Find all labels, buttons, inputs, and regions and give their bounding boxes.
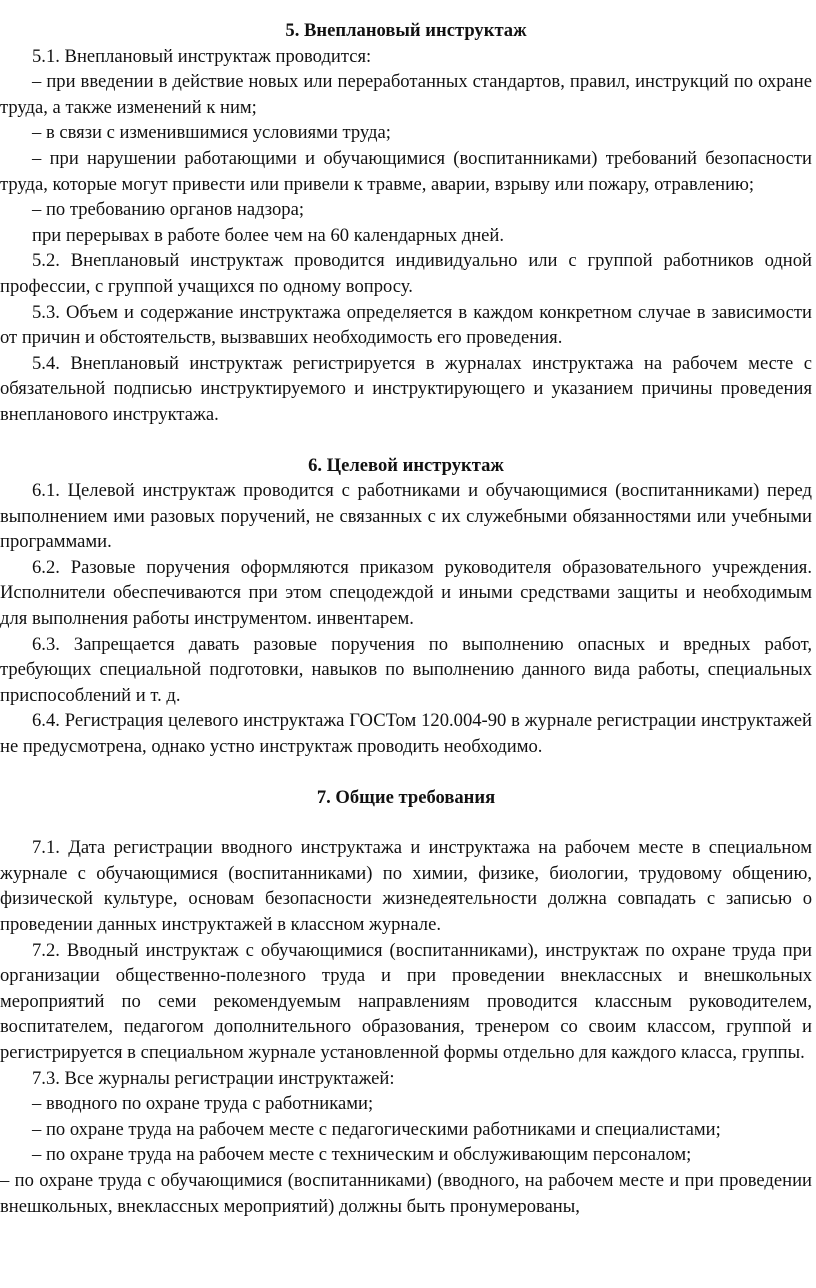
paragraph-7-3-item-1: – вводного по охране труда с работниками; [32,1093,374,1115]
paragraph-7-2: 7.2. Вводный инструктаж с обучающимися (воспитанниками), инструктаж по охране труда при организации общественно-полезного труда и при проведении внеклассных и внешкольных мероприятий по семи рекомендуемым направлениям проводится классным руководителем, воспитателем, педагогом дополнительного образования, тренером со своим классом, группой и регистрируется в специальном журнале установленной формы отдельно для каждого класса, группы. [0,939,812,1063]
paragraph-5-1-item-2: – в связи с изменившимися условиями труда; [32,122,391,144]
paragraph-5-3: 5.3. Объем и содержание инструктажа определяется в каждом конкретном случае в зависимости от причин и обстоятельств, вызвавших необходимость его проведения. [0,301,812,349]
paragraph-7-3: 7.3. Все журналы регистрации инструктажей: [32,1067,395,1089]
paragraph-5-1-item-4: – по требованию органов надзора; [32,199,305,221]
paragraph-7-3-item-4: – по охране труда с обучающимися (воспитанниками) (вводного, на рабочем месте и при проведении внешкольных, внеклассных мероприятий) должны быть пронумерованы, [0,1169,812,1217]
paragraph-5-1: 5.1. Внеплановый инструктаж проводится: [32,45,372,67]
document-page [0,18,816,1219]
paragraph-7-3-item-3: – по охране труда на рабочем месте с техническим и обслуживающим персоналом; [32,1144,692,1166]
paragraph-5-4: 5.4. Внеплановый инструктаж регистрируется в журналах инструктажа на рабочем месте с обязательной подписью инструктируемого и инструктирующего и указанием причины проведения внепланового инструктажа. [0,352,812,425]
paragraph-5-1-item-1: – при введении в действие новых или переработанных стандартов, правил, инструкций по охране труда, а также изменений к ним; [0,71,812,118]
paragraph-6-3: 6.3. Запрещается давать разовые поручения по выполнению опасных и вредных работ, требующих специальной подготовки, навыков по выполнению данного вида работы, специальных приспособлений и т. д. [0,633,812,706]
paragraph-6-2: 6.2. Разовые поручения оформляются приказом руководителя образовательного учреждения. Исполнители обеспечиваются при этом спецодеждой и иными средствами защиты и необходимым для выполнения работы инструментом. инвентарем. [0,556,812,630]
paragraph-7-1: 7.1. Дата регистрации вводного инструктажа и инструктажа на рабочем месте в специальном журнале с обучающимися (воспитанниками) по химии, физике, биологии, трудовому общению, физической культуре, основам безопасности жизнедеятельности должна совпадать с записью о проведении данных инструктажей в классном журнале. [0,837,812,935]
paragraph-6-1: 6.1. Целевой инструктаж проводится с работниками и обучающимися (воспитанниками) перед выполнением ими разовых поручений, не связанных с их служебными обязанностями или учебными программами. [0,480,812,553]
paragraph-5-1-item-5: при перерывах в работе более чем на 60 календарных дней. [32,224,505,246]
paragraph-5-1-item-3: – при нарушении работающими и обучающимися (воспитанниками) требований безопасности труда, которые могут привести или привели к травме, аварии, взрыву или пожару, отравлению; [0,147,812,195]
section-7-heading: 7. Общие требования [316,786,496,808]
paragraph-7-3-item-2: – по охране труда на рабочем месте с педагогическими работниками и специалистами; [32,1118,721,1140]
section-5-heading: 5. Внеплановый инструктаж [285,20,527,41]
section-6-heading: 6. Целевой инструктаж [308,454,504,476]
paragraph-6-4: 6.4. Регистрация целевого инструктажа ГОСТом 120.004-90 в журнале регистрации инструктажей не предусмотрена, однако устно инструктаж проводить необходимо. [0,710,812,758]
paragraph-5-2: 5.2. Внеплановый инструктаж проводится индивидуально или с группой работников одной профессии, с группой учащихся по одному вопросу. [0,250,812,297]
